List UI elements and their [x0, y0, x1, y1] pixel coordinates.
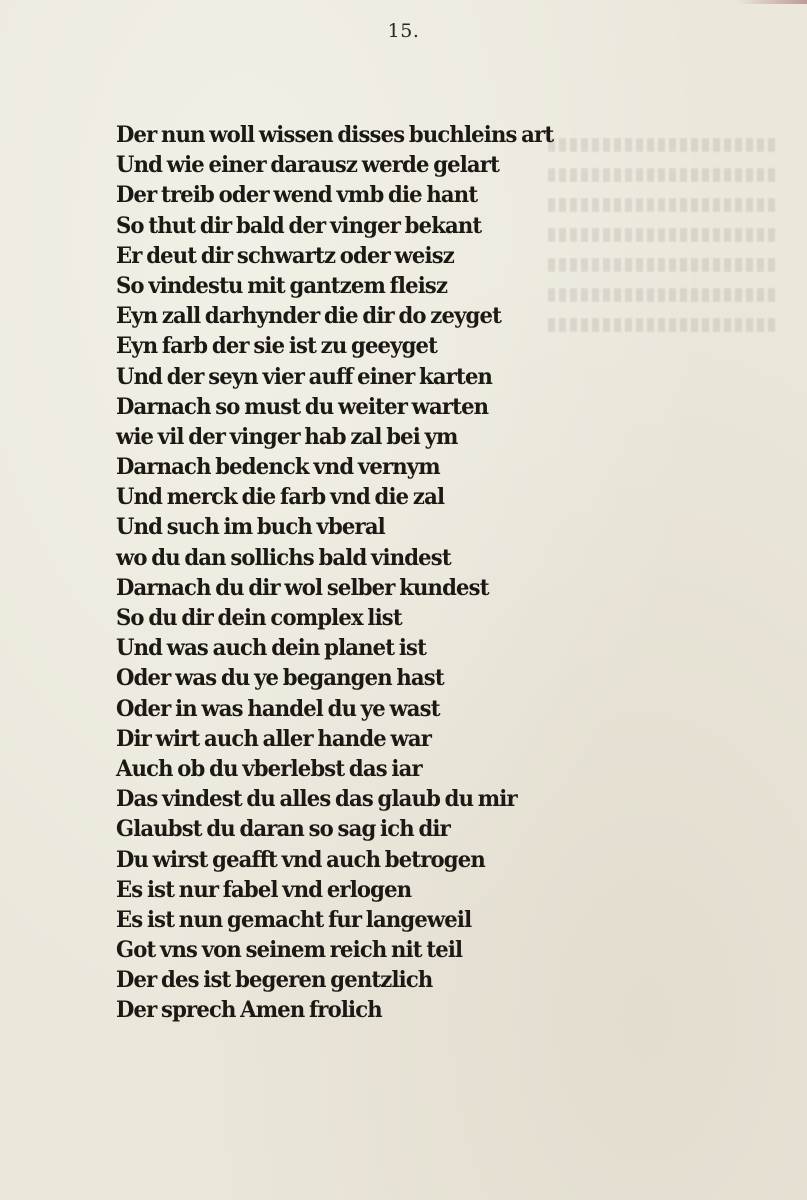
verse-line: Er deut dir schwartz oder weisz — [116, 242, 454, 269]
verse-line: Got vns von seinem reich nit teil — [116, 937, 463, 964]
verse-line: Eyn farb der sie ist zu geeyget — [116, 333, 438, 360]
verse-line: Und was auch dein planet ist — [116, 635, 426, 662]
verse-line: wie vil der vinger hab zal bei ym — [116, 423, 458, 450]
verse-line: wo du dan sollichs bald vindest — [116, 544, 451, 571]
verse-line: Oder in was handel du ye wast — [116, 695, 440, 722]
verse-line: Darnach so must du weiter warten — [116, 393, 489, 420]
verse-line: So du dir dein complex list — [116, 605, 402, 631]
verse-line: So thut dir bald der vinger bekant — [116, 212, 482, 239]
verse-line: Der des ist begeren gentzlich — [116, 967, 433, 994]
verse-line: Und der seyn vier auff einer karten — [116, 363, 493, 390]
verse-line: Du wirst geafft vnd auch betrogen — [116, 846, 485, 873]
verse-line: Und such im buch vberal — [116, 514, 385, 541]
verse-line: Der nun woll wissen disses buchleins art — [116, 122, 554, 148]
verse-line: Auch ob du vberlebst das iar — [116, 755, 422, 782]
verse-line: Und wie einer darausz werde gelart — [116, 152, 500, 179]
verse-line: Oder was du ye begangen hast — [116, 665, 444, 692]
verse-line: Es ist nun gemacht fur langeweil — [116, 906, 472, 933]
poem-text-block — [116, 120, 676, 1026]
verse-line: Eyn zall darhynder die dir do zeyget — [116, 303, 502, 330]
verse-line: Der treib oder wend vmb die hant — [116, 182, 478, 209]
page-number: 15. — [387, 20, 420, 42]
verse-line: Der sprech Amen frolich — [116, 997, 382, 1024]
verse-line: Glaubst du daran so sag ich dir — [116, 816, 450, 843]
verse-line: Und merck die farb vnd die zal — [116, 484, 445, 511]
verse-line: Darnach bedenck vnd vernym — [116, 454, 440, 481]
verse-line: Darnach du dir wol selber kundest — [116, 574, 489, 601]
verse-line: Das vindest du alles das glaub du mir — [116, 786, 517, 813]
verse-line: Dir wirt auch aller hande war — [116, 725, 432, 752]
page-edge-tint — [737, 0, 807, 4]
verse-line: Es ist nur fabel vnd erlogen — [116, 876, 412, 903]
verse-line: So vindestu mit gantzem fleisz — [116, 272, 448, 299]
